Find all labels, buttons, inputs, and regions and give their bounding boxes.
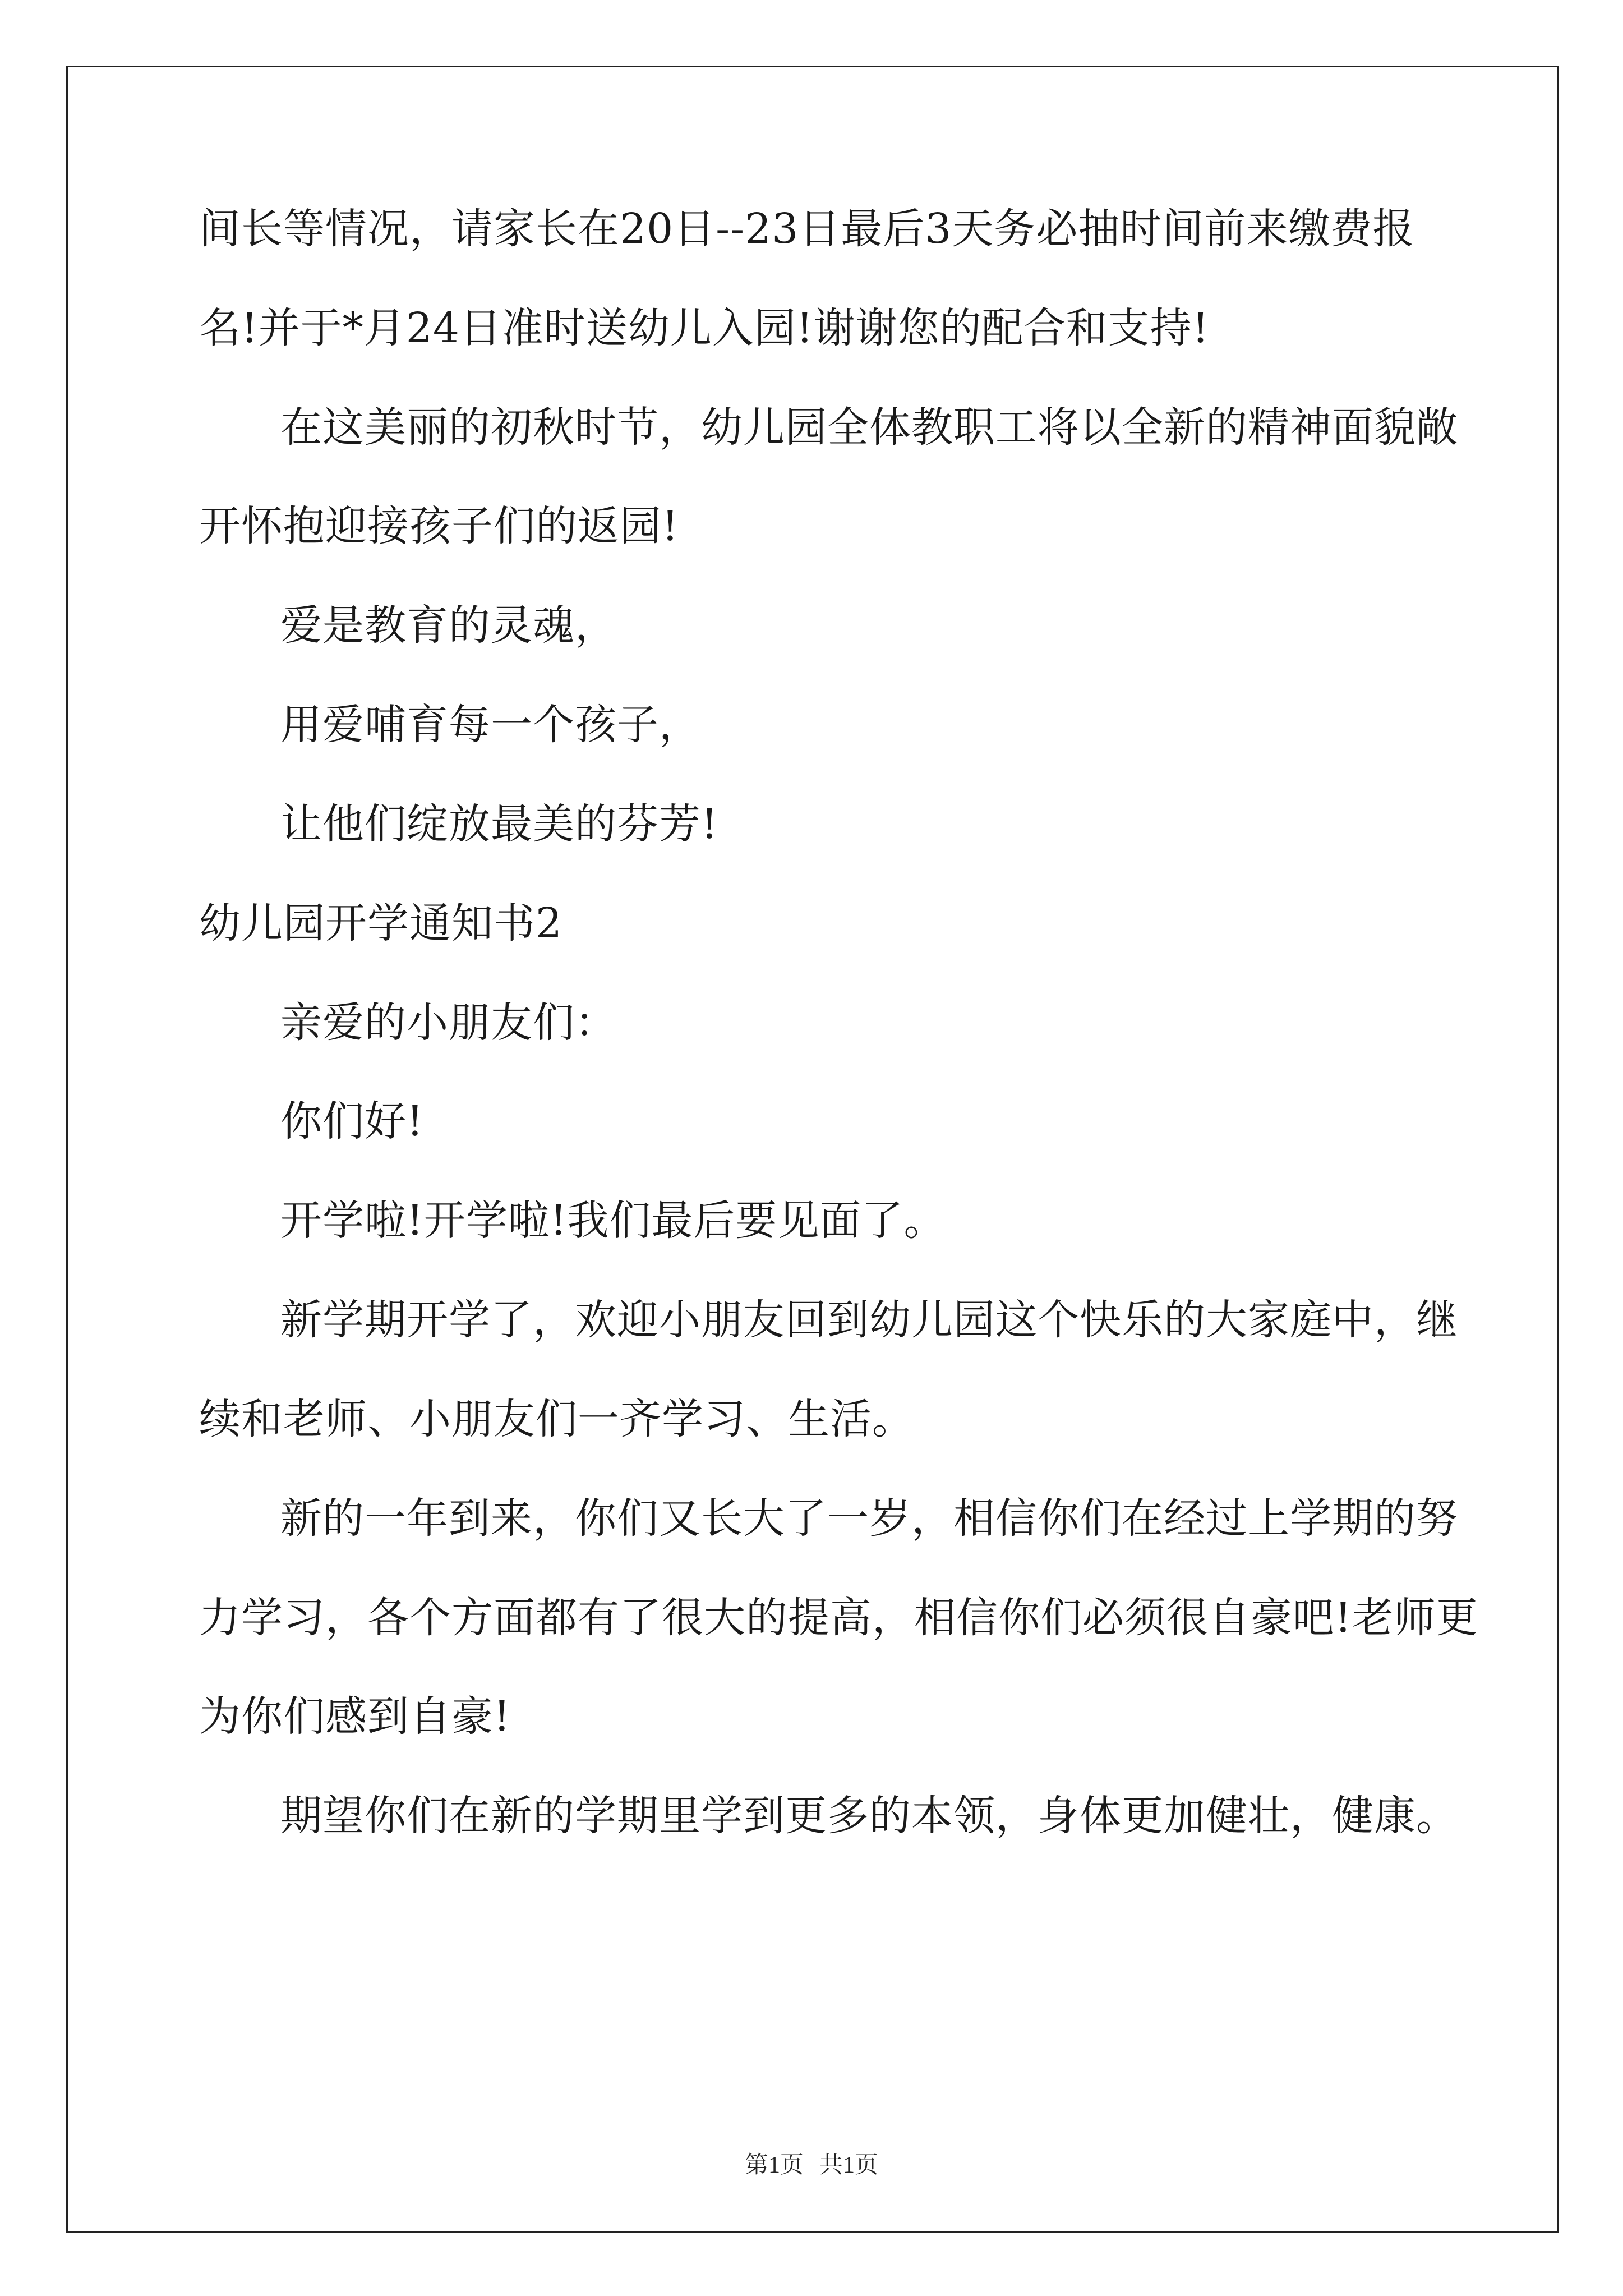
- text-line: 开怀抱迎接孩子们的返园!: [199, 502, 679, 550]
- text-line: 续和老师、小朋友们一齐学习、生活。: [199, 1395, 914, 1443]
- text-line: 你们好!: [280, 1097, 424, 1145]
- page-border: [66, 66, 1559, 2233]
- text-line: 为你们感到自豪!: [199, 1692, 511, 1741]
- text-line: 开学啦!开学啦!我们最后要见面了。: [280, 1197, 946, 1245]
- text-line: 力学习，各个方面都有了很大的提高，相信你们必须很自豪吧!老师更: [199, 1594, 1478, 1642]
- text-line: 亲爱的小朋友们：: [280, 999, 617, 1047]
- page-total: 共1页: [819, 2152, 879, 2178]
- text-line: 新的一年到来，你们又长大了一岁，相信你们在经过上学期的努: [280, 1494, 1458, 1543]
- text-line: 用爱哺育每一个孩子，: [280, 701, 701, 749]
- text-line: 在这美丽的初秋时节，幼儿园全体教职工将以全新的精神面貌敞: [280, 403, 1458, 452]
- text-line: 爱是教育的灵魂，: [280, 601, 617, 650]
- page-number: 第1页: [744, 2152, 804, 2178]
- page-footer: [0, 2150, 1623, 2181]
- section-heading: 幼儿园开学通知书2: [199, 899, 563, 947]
- text-line: 间长等情况，请家长在20日--23日最后3天务必抽时间前来缴费报: [199, 205, 1415, 253]
- text-line: 让他们绽放最美的芬芳!: [280, 800, 718, 848]
- text-line: 新学期开学了，欢迎小朋友回到幼儿园这个快乐的大家庭中，继: [280, 1296, 1458, 1344]
- text-line: 期望你们在新的学期里学到更多的本领，身体更加健壮，健康。: [280, 1792, 1458, 1840]
- text-line: 名!并于*月24日准时送幼儿入园!谢谢您的配合和支持!: [199, 304, 1210, 352]
